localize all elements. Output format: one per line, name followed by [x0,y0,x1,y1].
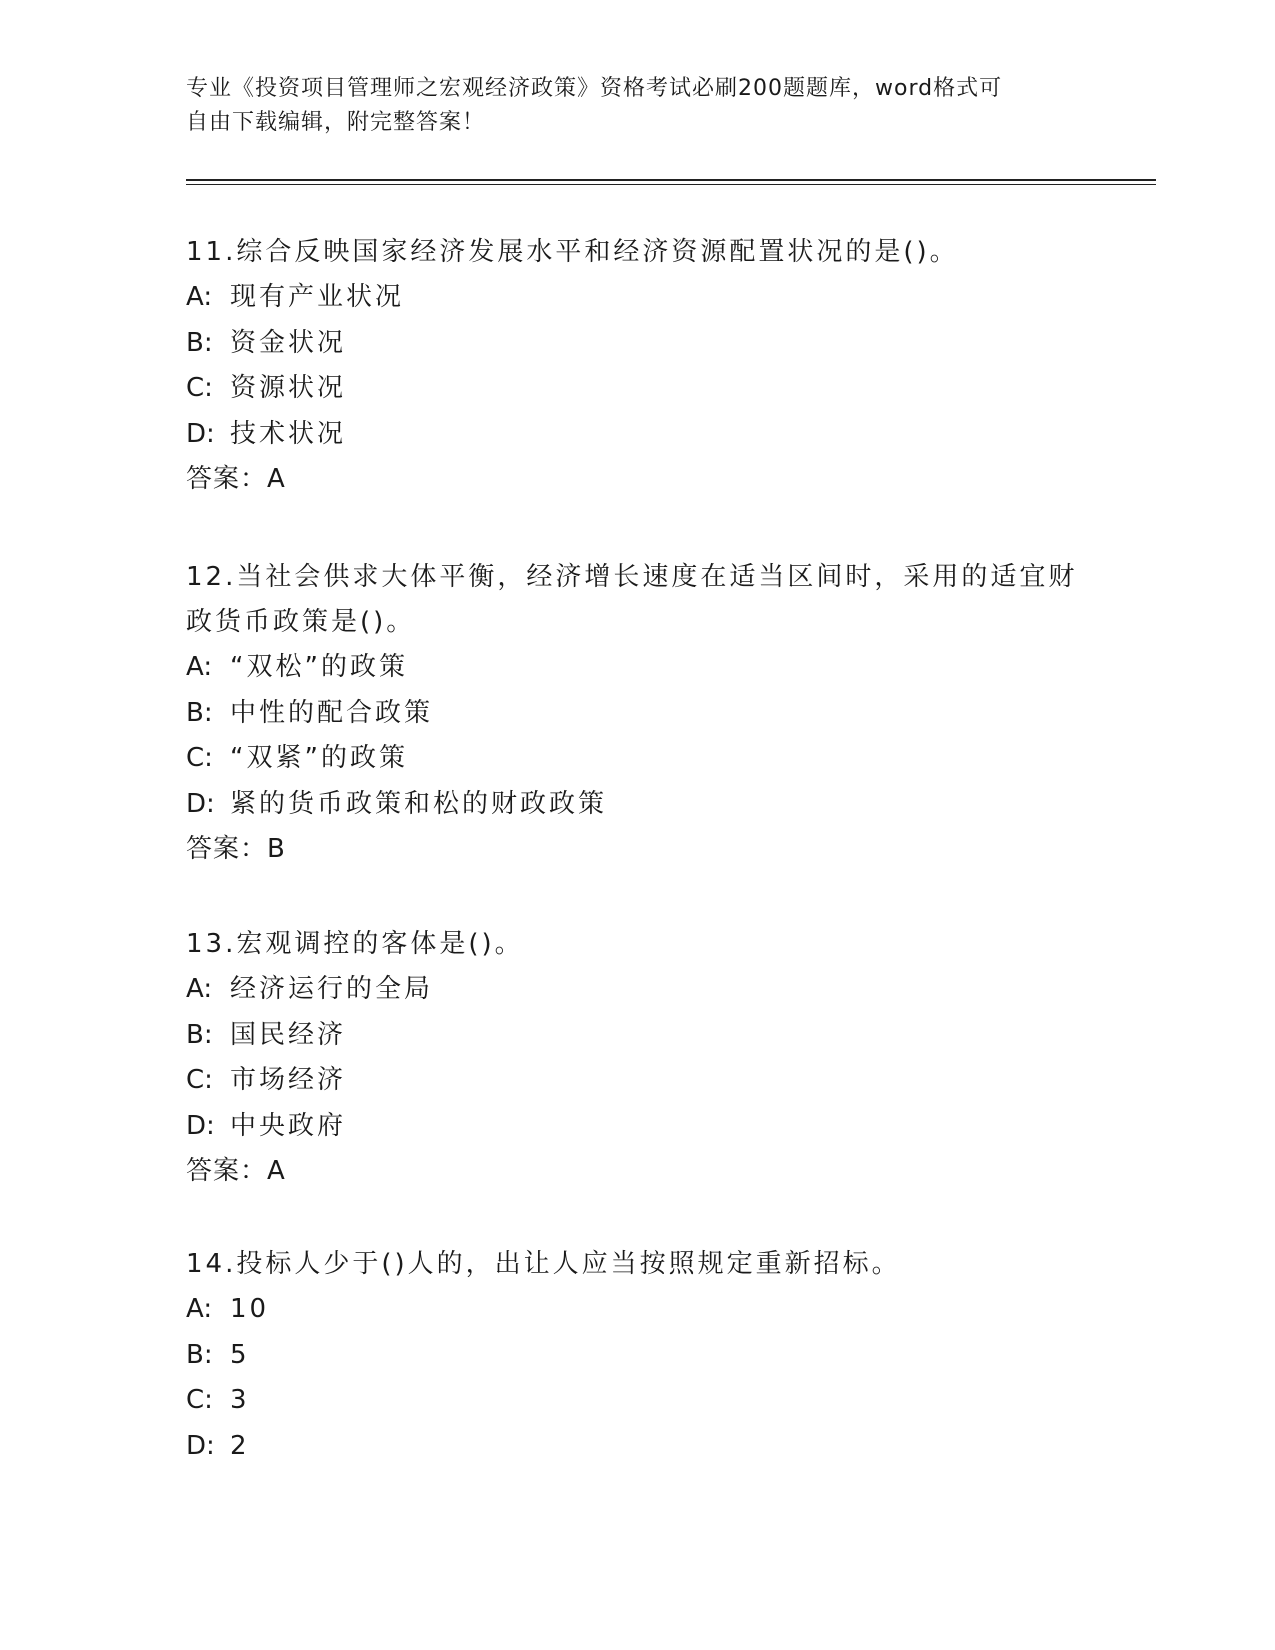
document-header [186,72,1086,140]
option-key: B: [186,327,213,358]
option-key: C: [186,373,213,403]
option-text: 中央政府 [230,1110,347,1141]
option-c [186,1378,1086,1424]
header-divider-secondary [186,184,1156,185]
header-line-1: 专业《投资项目管理师之宏观经济政策》资格考试必刷200题题库，word格式可 [186,76,1003,101]
option-text: 5 [230,1339,250,1370]
option-d [186,1104,1086,1150]
question-12 [186,555,1086,872]
option-key: D: [186,418,215,449]
option-text: 市场经济 [230,1065,347,1095]
answer: 答案：B [186,834,286,864]
option-text: 资源状况 [230,373,347,403]
option-key: C: [186,1385,213,1415]
option-b [186,691,1086,737]
option-text: 资金状况 [230,327,347,358]
question-14 [186,1242,1086,1469]
option-text: “双松”的政策 [230,652,408,682]
option-key: D: [186,1430,215,1461]
option-key: A: [186,282,213,312]
question-11 [186,230,1086,502]
option-text: 紧的货币政策和松的财政政策 [230,788,608,819]
option-key: C: [186,743,213,773]
option-b [186,1333,1086,1379]
answer: 答案：A [186,1156,286,1186]
header-line-2: 自由下载编辑，附完整答案！ [186,110,486,135]
option-key: B: [186,697,213,728]
answer: 答案：A [186,464,286,494]
option-b [186,321,1086,367]
question-stem: 14.投标人少于()人的，出让人应当按照规定重新招标。 [186,1249,901,1279]
option-key: D: [186,1110,215,1141]
option-text: 技术状况 [230,418,347,449]
option-c [186,1058,1086,1104]
option-a [186,275,1086,321]
question-stem: 11.综合反映国家经济发展水平和经济资源配置状况的是()。 [186,237,959,267]
option-text: 国民经济 [230,1019,347,1050]
question-stem-line-2: 政货币政策是()。 [186,607,416,637]
option-a [186,645,1086,691]
option-text: 中性的配合政策 [230,697,434,728]
option-key: A: [186,1294,213,1324]
option-key: C: [186,1065,213,1095]
option-key: D: [186,788,215,819]
header-divider [186,179,1156,181]
option-key: A: [186,652,213,682]
option-b [186,1013,1086,1059]
option-c [186,366,1086,412]
option-key: B: [186,1019,213,1050]
option-d [186,412,1086,458]
option-a [186,1287,1086,1333]
option-a [186,967,1086,1013]
question-stem: 13.宏观调控的客体是()。 [186,929,524,959]
option-key: B: [186,1339,213,1370]
question-13 [186,922,1086,1194]
option-d [186,782,1086,828]
option-text: 10 [230,1294,270,1324]
option-c [186,736,1086,782]
question-stem-line-1: 12.当社会供求大体平衡，经济增长速度在适当区间时，采用的适宜财 [186,562,1078,592]
option-text: 经济运行的全局 [230,974,434,1004]
option-text: “双紧”的政策 [230,743,408,773]
option-text: 现有产业状况 [230,282,405,312]
option-text: 3 [230,1385,250,1415]
option-d [186,1424,1086,1470]
option-text: 2 [230,1430,250,1461]
option-key: A: [186,974,213,1004]
